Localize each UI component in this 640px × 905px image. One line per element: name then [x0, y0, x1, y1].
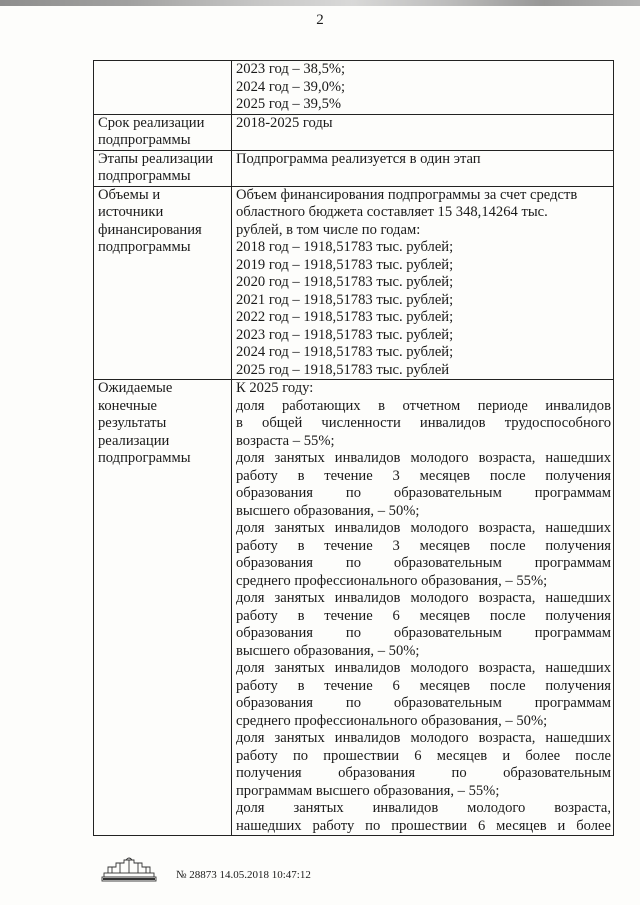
- table-row-targets-continued: [94, 61, 614, 115]
- funding-year-line: 2019 год – 1918,51783 тыс. рублей;: [236, 256, 454, 273]
- target-value-line: 2025 год – 39,5%: [236, 96, 342, 112]
- result-line: высшего образования, – 50%;: [236, 642, 420, 659]
- row-label-line: Срок реализации: [98, 114, 205, 131]
- row-label-line: конечные: [98, 397, 158, 414]
- result-line: в общей численности инвалидов трудоспособного: [236, 415, 611, 431]
- funding-year-line: 2023 год – 1918,51783 тыс. рублей;: [236, 326, 454, 343]
- period-value-text: 2018-2025 годы: [236, 114, 333, 131]
- scan-edge-artifact: [0, 0, 640, 6]
- result-line: высшего образования, – 50%;: [236, 502, 420, 519]
- result-line: работу в течение 3 месяцев после получения: [236, 537, 611, 554]
- funding-line: Объем финансирования подпрограммы за счет средств: [236, 186, 578, 203]
- row-label: [94, 380, 232, 836]
- target-values-cell: [232, 61, 614, 115]
- result-line: работу в течение 6 месяцев после получения: [236, 677, 611, 694]
- row-label-line: подпрограммы: [98, 132, 191, 148]
- row-label-line: Объемы и: [98, 186, 161, 203]
- subprogram-passport-table: [93, 60, 614, 836]
- row-label-line: Этапы реализации: [98, 150, 214, 167]
- registration-stamp: № 28873 14.05.2018 10:47:12: [176, 869, 311, 881]
- implementation-period-value: [232, 114, 614, 150]
- result-line: возраста – 55%;: [236, 432, 335, 449]
- funding-year-line: 2022 год – 1918,51783 тыс. рублей;: [236, 309, 454, 325]
- table-row-expected-results: [94, 380, 614, 836]
- document-footer: [96, 855, 616, 885]
- result-line: образования по образовательным программам: [236, 485, 611, 501]
- result-line: образования по образовательным программам: [236, 625, 611, 641]
- result-line: образования по образовательным программам: [236, 555, 611, 571]
- result-line: доля работающих в отчетном периоде инвалидов: [236, 397, 611, 414]
- funding-year-line: 2020 год – 1918,51783 тыс. рублей;: [236, 274, 454, 290]
- table-row-implementation-period: [94, 114, 614, 150]
- expected-results-cell: [232, 380, 614, 836]
- row-label-line: реализации: [98, 432, 170, 449]
- table-row-funding: [94, 186, 614, 380]
- target-value-line: 2024 год – 39,0%;: [236, 78, 346, 95]
- result-line: работу по прошествии 6 месяцев и более после: [236, 747, 611, 764]
- row-label-line: финансирования: [98, 221, 202, 238]
- registry-seal-icon: [96, 855, 162, 885]
- result-line: получения образования по образовательным: [236, 765, 611, 781]
- result-line: доля занятых инвалидов молодого возраста,: [236, 800, 611, 816]
- row-label-line: подпрограммы: [98, 168, 191, 184]
- row-label-line: результаты: [98, 415, 167, 431]
- result-line: доля занятых инвалидов молодого возраста, нашедших: [236, 520, 611, 536]
- result-line: доля занятых инвалидов молодого возраста, нашедших: [236, 660, 611, 676]
- result-line: нашедших работу по прошествии 6 месяцев и более: [236, 817, 611, 834]
- funding-year-line: 2024 год – 1918,51783 тыс. рублей;: [236, 344, 454, 360]
- result-line: программам высшего образования, – 55%;: [236, 782, 500, 799]
- funding-year-line: 2025 год – 1918,51783 тыс. рублей: [236, 361, 450, 378]
- funding-year-line: 2018 год – 1918,51783 тыс. рублей;: [236, 239, 454, 255]
- result-line: доля занятых инвалидов молодого возраста, нашедших: [236, 730, 611, 746]
- result-line: среднего профессионального образования, – 55%;: [236, 572, 548, 589]
- row-label-line: подпрограммы: [98, 450, 191, 466]
- row-label: [94, 114, 232, 150]
- row-label: [94, 186, 232, 380]
- row-label-line: подпрограммы: [98, 239, 191, 255]
- funding-year-line: 2021 год – 1918,51783 тыс. рублей;: [236, 291, 454, 308]
- stages-value-text: Подпрограмма реализуется в один этап: [236, 150, 481, 167]
- funding-line: областного бюджета составляет 15 348,14264 тыс.: [236, 204, 548, 220]
- table-row-stages: [94, 150, 614, 186]
- result-line: образования по образовательным программам: [236, 695, 611, 711]
- stages-value: [232, 150, 614, 186]
- row-label-empty: [94, 61, 232, 115]
- result-line: К 2025 году:: [236, 380, 314, 396]
- page-number: 2: [316, 12, 324, 28]
- row-label: [94, 150, 232, 186]
- result-line: доля занятых инвалидов молодого возраста, нашедших: [236, 590, 611, 606]
- target-value-line: 2023 год – 38,5%;: [236, 61, 346, 77]
- result-line: доля занятых инвалидов молодого возраста, нашедших: [236, 450, 611, 466]
- result-line: среднего профессионального образования, – 50%;: [236, 712, 548, 729]
- row-label-line: Ожидаемые: [98, 380, 173, 396]
- funding-value-cell: [232, 186, 614, 380]
- row-label-line: источники: [98, 204, 164, 220]
- result-line: работу в течение 6 месяцев после получения: [236, 607, 611, 624]
- result-line: работу в течение 3 месяцев после получения: [236, 467, 611, 484]
- funding-line: рублей, в том числе по годам:: [236, 221, 421, 238]
